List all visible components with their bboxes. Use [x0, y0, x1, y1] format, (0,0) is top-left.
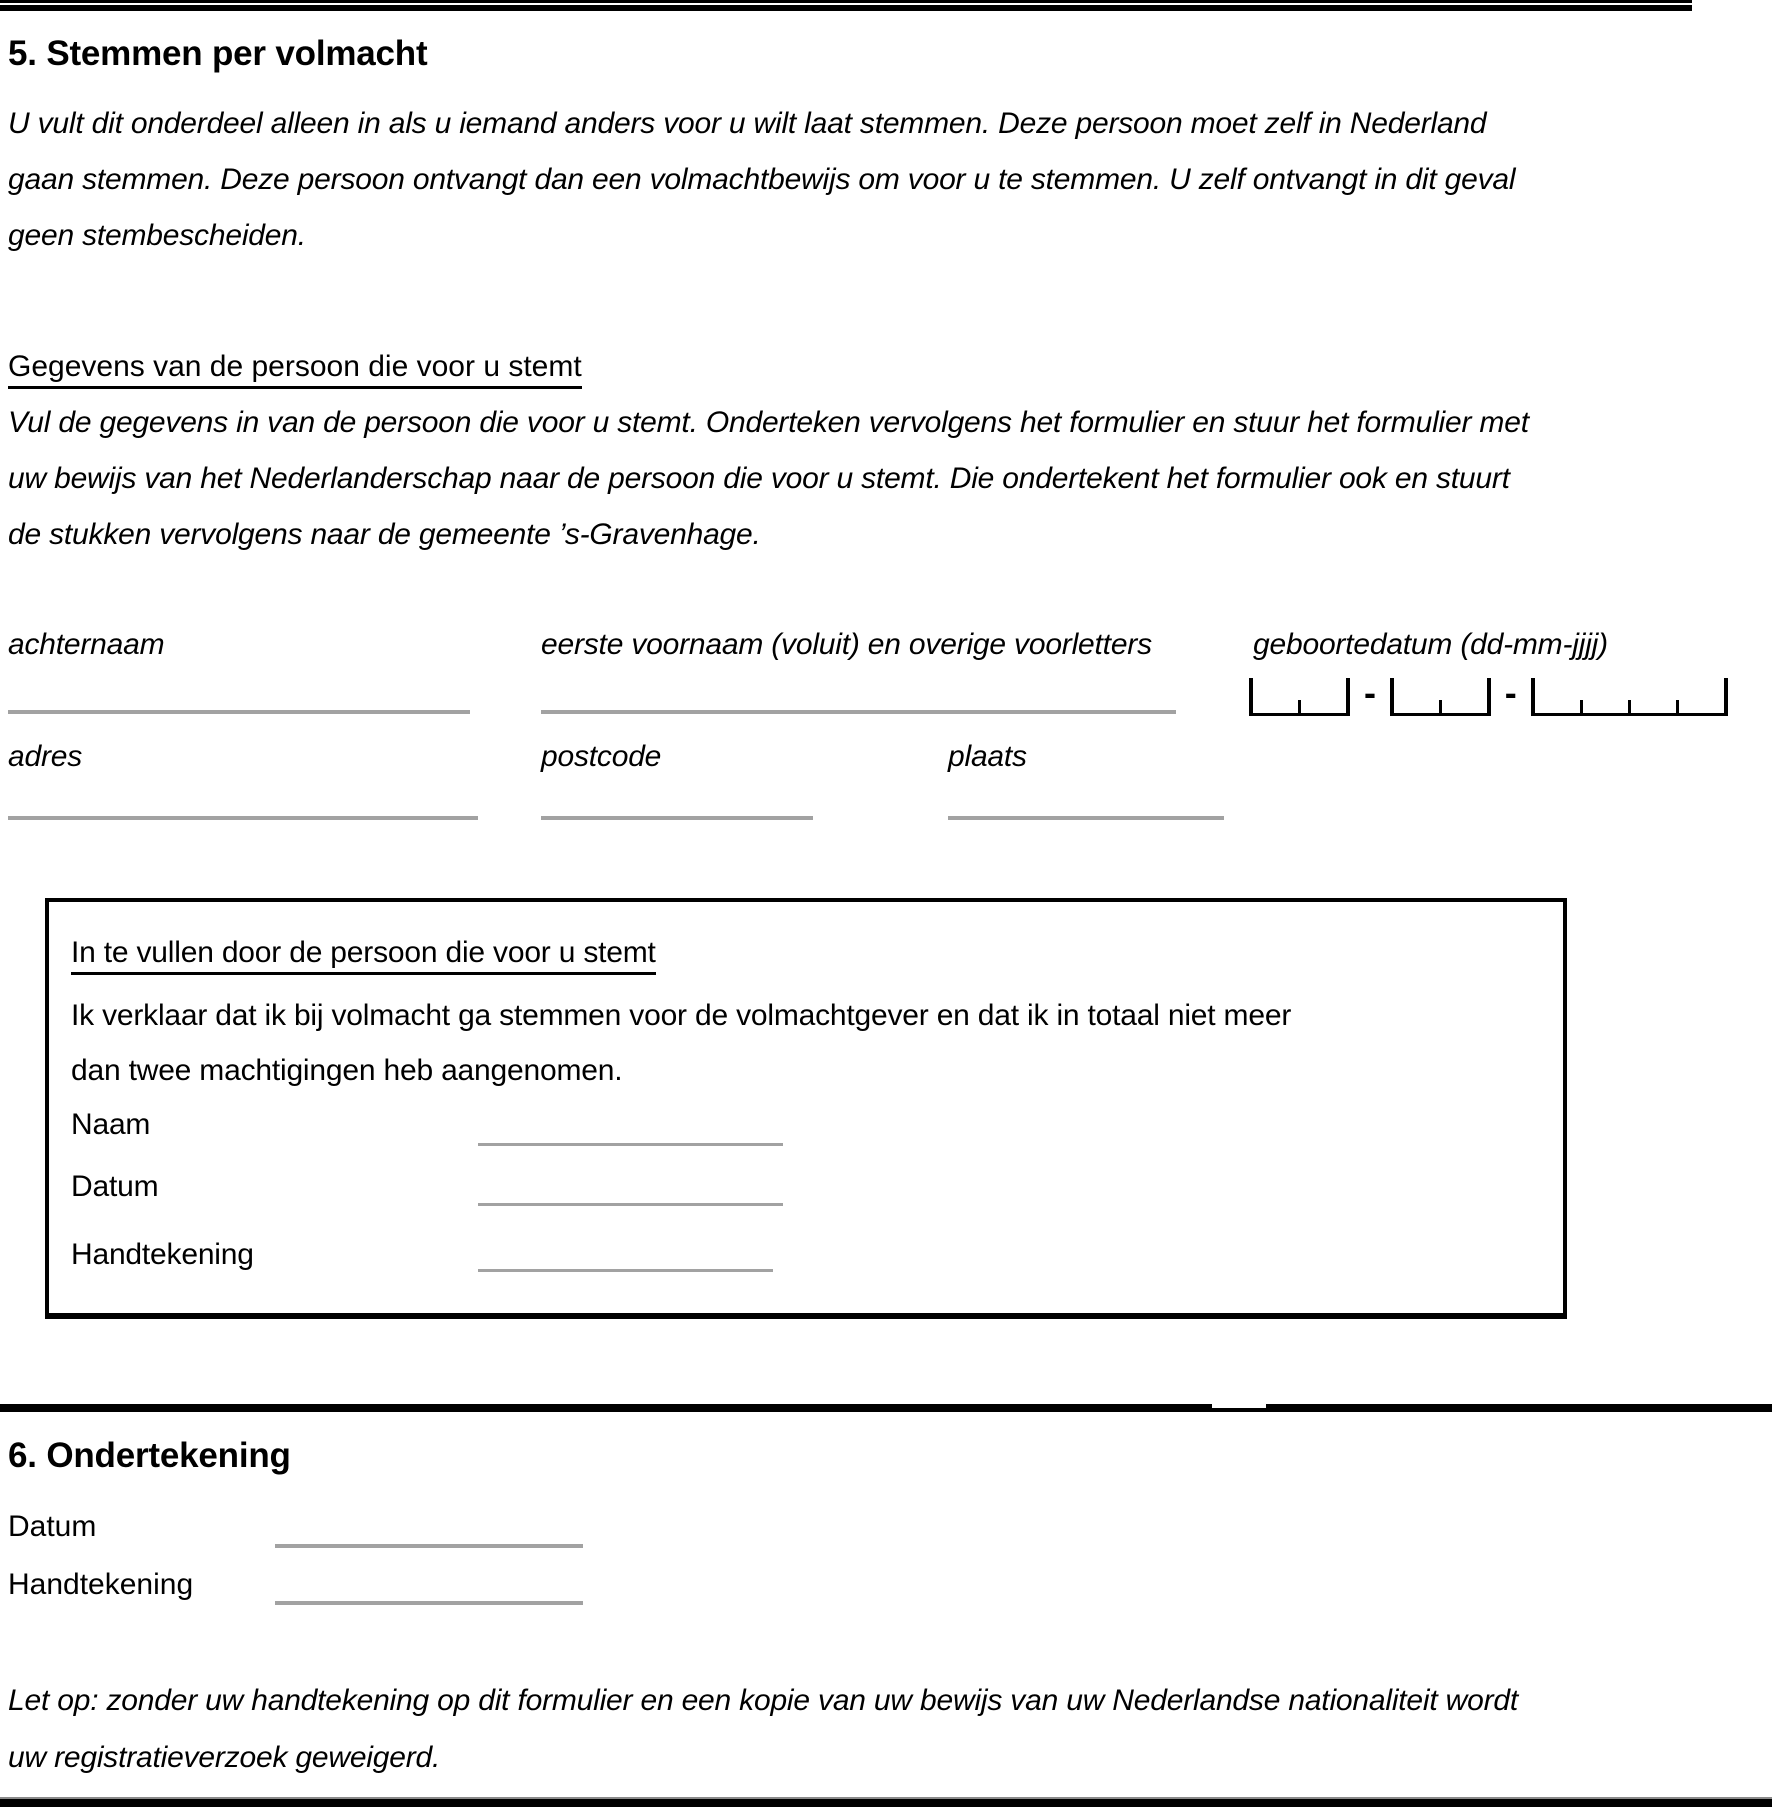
- signature-handtekening-input-line[interactable]: [275, 1601, 583, 1605]
- section6-title: 6. Ondertekening: [8, 1436, 291, 1475]
- date-day-group[interactable]: [1249, 678, 1350, 716]
- signature-handtekening-label: Handtekening: [8, 1568, 194, 1601]
- paragraph-line: Let op: zonder uw handtekening op dit formulier en een kopie van uw bewijs van uw Nederlandse nationaliteit wordt: [8, 1684, 1519, 1717]
- handtekening-input-line[interactable]: [478, 1269, 773, 1272]
- geboortedatum-comb-field[interactable]: [1249, 672, 1728, 716]
- date-year-group[interactable]: [1531, 678, 1728, 716]
- date-separator-dash: -: [1504, 672, 1517, 713]
- paragraph-line: Ik verklaar dat ik bij volmacht ga stemmen voor de volmachtgever en dat ik in totaal niet meer: [71, 999, 1292, 1032]
- declaration-heading: In te vullen door de persoon die voor u stemt: [71, 936, 656, 970]
- divider-notch: [1212, 1404, 1266, 1408]
- achternaam-label: achternaam: [8, 628, 165, 661]
- signature-datum-input-line[interactable]: [275, 1544, 583, 1548]
- achternaam-input-line[interactable]: [8, 710, 470, 714]
- paragraph-line: dan twee machtigingen heb aangenomen.: [71, 1054, 623, 1087]
- datum-label: Datum: [71, 1170, 159, 1203]
- date-cell[interactable]: [1628, 700, 1676, 716]
- bottom-rule: [0, 1797, 1772, 1807]
- postcode-input-line[interactable]: [541, 816, 813, 820]
- section5-title: 5. Stemmen per volmacht: [8, 34, 428, 73]
- paragraph-line: geen stembescheiden.: [8, 219, 306, 252]
- plaats-input-line[interactable]: [948, 816, 1224, 820]
- section-divider-rule: [0, 1404, 1772, 1412]
- naam-input-line[interactable]: [478, 1143, 783, 1146]
- declaration-statement: [71, 988, 1291, 1098]
- date-cell[interactable]: [1676, 700, 1724, 716]
- date-cell[interactable]: [1439, 700, 1487, 716]
- plaats-label: plaats: [948, 740, 1027, 773]
- section5-instructions-paragraph: [8, 395, 1529, 563]
- date-cell[interactable]: [1394, 713, 1439, 716]
- datum-input-line[interactable]: [478, 1203, 783, 1206]
- declaration-box: [45, 898, 1567, 1319]
- date-cell[interactable]: [1580, 700, 1628, 716]
- date-cell[interactable]: [1535, 713, 1580, 716]
- section5-intro-paragraph: [8, 96, 1515, 264]
- warning-note-paragraph: [8, 1672, 1518, 1786]
- signature-datum-label: Datum: [8, 1510, 97, 1543]
- date-cell[interactable]: [1253, 713, 1298, 716]
- date-separator-dash: -: [1364, 672, 1376, 713]
- proxy-person-fields: [0, 600, 1772, 840]
- adres-label: adres: [8, 740, 83, 773]
- voornaam-input-line[interactable]: [541, 710, 1176, 714]
- handtekening-label: Handtekening: [71, 1238, 254, 1271]
- top-rule: [0, 0, 1692, 11]
- naam-label: Naam: [71, 1108, 151, 1141]
- date-month-group[interactable]: [1390, 678, 1491, 716]
- paragraph-line: gaan stemmen. Deze persoon ontvangt dan een volmachtbewijs om voor u te stemmen. U zelf ontvangt in dit geval: [8, 163, 1516, 196]
- adres-input-line[interactable]: [8, 816, 478, 820]
- subheading-gegevens: Gegevens van de persoon die voor u stemt: [8, 348, 582, 386]
- paragraph-line: uw registratieverzoek geweigerd.: [8, 1741, 441, 1774]
- date-cell[interactable]: [1298, 700, 1346, 716]
- geboortedatum-label: geboortedatum (dd-mm-jjjj): [1253, 628, 1608, 661]
- paragraph-line: uw bewijs van het Nederlanderschap naar de persoon die voor u stemt. Die ondertekent het formulier ook en stuurt: [8, 462, 1510, 495]
- voornaam-label: eerste voornaam (voluit) en overige voorletters: [541, 628, 1152, 661]
- paragraph-line: de stukken vervolgens naar de gemeente ’s-Gravenhage.: [8, 518, 761, 551]
- postcode-label: postcode: [541, 740, 662, 773]
- paragraph-line: Vul de gegevens in van de persoon die voor u stemt. Onderteken vervolgens het formulier en stuur het formulier met: [8, 406, 1529, 439]
- paragraph-line: U vult dit onderdeel alleen in als u iemand anders voor u wilt laat stemmen. Deze persoon moet zelf in Nederland: [8, 107, 1487, 140]
